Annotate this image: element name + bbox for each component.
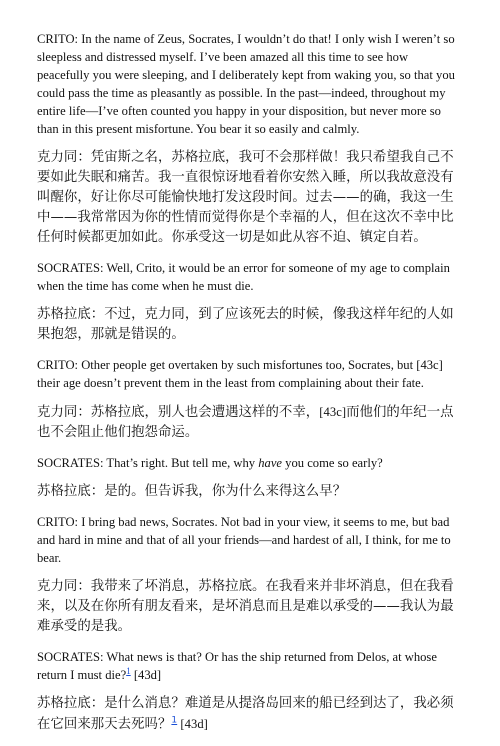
socrates-paragraph-en [37,454,463,472]
crito-paragraph-en: CRITO: I bring bad news, Socrates. Not bad in your view, it seems to me, but bad and hard in mine and that of all your friends—and hardest of all, I think, for me to bear. [37,515,451,565]
crito-paragraph-en: CRITO: Other people get overtaken by such misfortunes too, Socrates, but [43c] their age doesn’t prevent them in the least from complaining about their fate. [37,358,443,390]
stephanus-reference: [43d] [130,668,162,682]
paragraph-text: 苏格拉底：是什么消息？难道是从提洛岛回来的船已经到达了，我必须在它回来那天去死吗？ [37,696,454,732]
paragraph-text: 克力同：苏格拉底，别人也会遭遇这样的不幸， [37,405,320,420]
socrates-paragraph-en: SOCRATES: Well, Crito, it would be an error for someone of my age to complain when the time has come when he must die. [37,261,450,293]
footnote-link[interactable]: 1 [171,715,178,726]
paragraph-text: you come so early? [282,456,383,470]
socrates-paragraph-zh: 苏格拉底：是的。但告诉我，你为什么来得这么早？ [37,484,347,499]
crito-paragraph-zh [37,402,463,443]
socrates-paragraph-en [37,648,463,684]
socrates-paragraph-zh [37,694,463,735]
stephanus-reference: [43d] [177,717,208,731]
paragraph-text: SOCRATES: What news is that? Or has the ship returned from Delos, at whose return I must die? [37,650,437,682]
crito-paragraph-zh: 克力同：凭宙斯之名，苏格拉底，我可不会那样做！我只希望我自己不要如此失眠和痛苦。我一直很惊讶地看着你安然入睡，所以我故意没有叫醒你，好让你尽可能愉快地打发这段时间。过去——的确，我这一生中——我常常因为你的性情而觉得你是个幸福的人，但在这次不幸中比任何时候都更加如此。你承受这一切是如此从容不迫、镇定自若。 [37,150,454,245]
crito-paragraph-zh: 克力同：我带来了坏消息，苏格拉底。在我看来并非坏消息，但在我看来，以及在你所有朋友看来，是坏消息而且是难以承受的——我认为最难承受的是我。 [37,579,454,634]
text-page [37,30,463,746]
paragraph-text: 而他们的年纪一点也不会阻止他们抱怨命运。 [37,405,454,440]
socrates-paragraph-zh: 苏格拉底：不过，克力同，到了应该死去的时候，像我这样年纪的人如果抱怨，那就是错误的。 [37,307,454,342]
stephanus-reference: [43c] [319,405,347,419]
paragraph-text: SOCRATES: That’s right. But tell me, why [37,456,259,470]
emphasis-word: have [258,456,282,470]
crito-paragraph-en: CRITO: In the name of Zeus, Socrates, I wouldn’t do that! I only wish I weren’t so sleepless and distressed myself. I’ve been amazed all this time to see how peacefully you were sleeping, and I deliberately kept from waking you, so that you could pass the time as pleasantly as possible. In the past—indeed, throughout my entire life—I’ve often counted you happy in your disposition, but never more so than in this present misfortune. You bear it so easily and calmly. [37,32,455,136]
footnote-link[interactable]: 1 [126,665,131,676]
